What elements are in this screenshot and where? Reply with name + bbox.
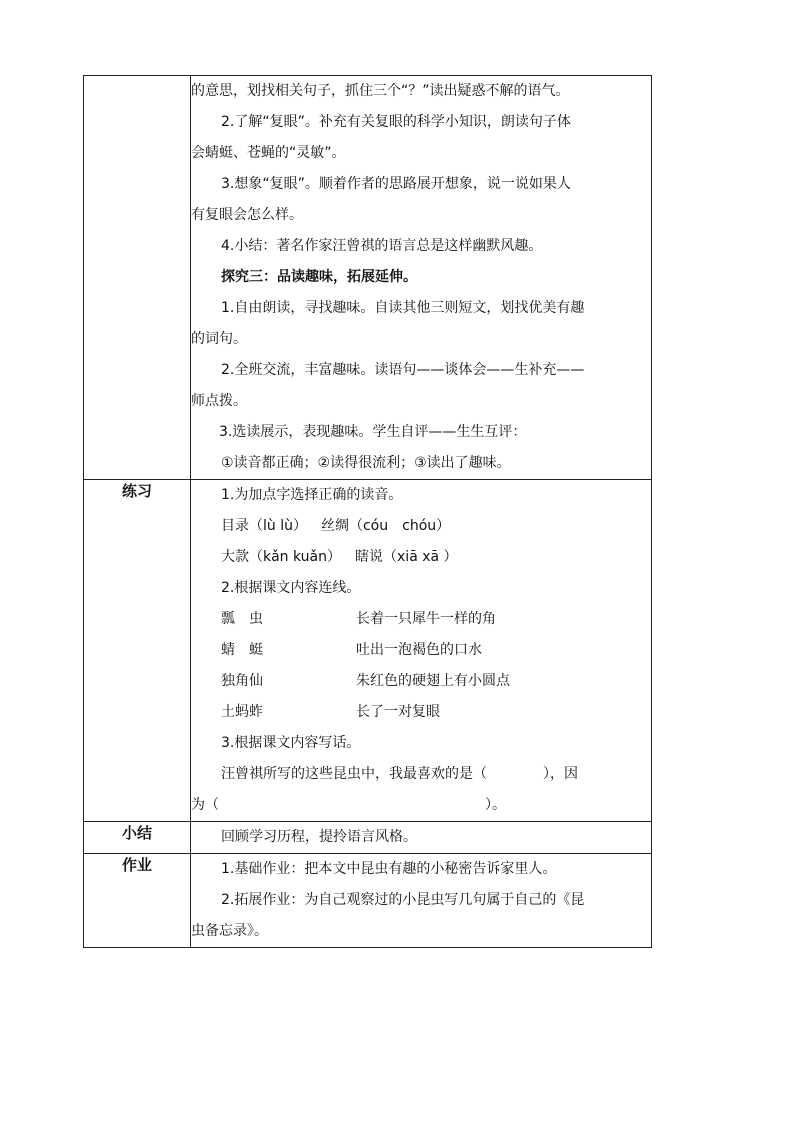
lesson-plan-table [83, 75, 652, 948]
row-label-empty [84, 76, 191, 480]
text-line: 有复眼会怎么样。 [191, 207, 303, 223]
match-right: 朱红色的硬翅上有小圆点 [356, 673, 510, 689]
text-line: 的词句。 [191, 331, 247, 347]
match-left: 土蚂蚱 [221, 704, 263, 720]
table-row [84, 854, 652, 948]
pronunciation-item [191, 542, 651, 573]
section-heading: 探究三：品读趣味，拓展延伸。 [221, 269, 417, 285]
summary-text: 回顾学习历程，提拎语言风格。 [221, 829, 417, 845]
text-line: 1.自由朗读，寻找趣味。自读其他三则短文，划找优美有趣 [221, 300, 585, 316]
text-line: 2.了解“复眼”。补充有关复眼的科学小知识，朗读句子体 [221, 114, 571, 130]
text-line: 4.小结：著名作家汪曾祺的语言总是这样幽默风趣。 [221, 238, 543, 254]
match-right: 吐出一泡褐色的口水 [356, 642, 482, 658]
content-cell [191, 76, 652, 480]
row-label-summary: 小结 [84, 822, 191, 854]
text-line: ①读音都正确；②读得很流利；③读出了趣味。 [221, 455, 511, 471]
fill-in-line: 为（ ）。 [191, 797, 506, 813]
match-left: 独角仙 [221, 673, 263, 689]
text-line: 2.全班交流，丰富趣味。读语句——谈体会——生补充—— [221, 362, 585, 378]
match-pair [191, 697, 651, 728]
question-2: 2.根据课文内容连线。 [221, 580, 361, 596]
homework-line: 虫备忘录》。 [191, 923, 268, 939]
homework-line: 2.拓展作业：为自己观察过的小昆虫写几句属于自己的《昆 [221, 892, 585, 908]
homework-line: 1.基础作业：把本文中昆虫有趣的小秘密告诉家里人。 [221, 861, 557, 877]
text-line: 3.想象“复眼”。顺着作者的思路展开想象，说一说如果人 [221, 176, 571, 192]
text-line: 3.选读展示，表现趣味。学生自评——生生互评： [219, 424, 527, 440]
content-cell [191, 854, 652, 948]
content-cell [191, 822, 652, 854]
content-cell [191, 480, 652, 822]
match-left: 蜻 蜓 [221, 642, 263, 658]
table-row [84, 76, 652, 480]
text-line: 的意思，划找相关句子，抓住三个“？”读出疑惑不解的语气。 [191, 83, 570, 99]
match-pair [191, 666, 651, 697]
question-1: 1.为加点字选择正确的读音。 [221, 487, 403, 503]
table-row [84, 480, 652, 822]
text-line: 师点拨。 [191, 393, 247, 409]
table-row [84, 822, 652, 854]
pronunciation-word: 目录（lù lù） [221, 518, 307, 534]
text-line: 会蜻蜓、苍蝇的“灵敏”。 [191, 145, 346, 161]
pronunciation-word: 丝绸（cóu chóu） [320, 518, 451, 534]
match-left: 瓢 虫 [221, 611, 263, 627]
match-right: 长着一只犀牛一样的角 [356, 611, 496, 627]
match-pair [191, 635, 651, 666]
match-pair [191, 604, 651, 635]
pronunciation-word: 大款（kǎn kuǎn） [221, 549, 342, 565]
row-label-homework: 作业 [84, 854, 191, 948]
pronunciation-word: 瞎说（xiā xā ） [355, 549, 458, 565]
pronunciation-item [191, 511, 651, 542]
question-3: 3.根据课文内容写话。 [221, 735, 361, 751]
fill-in-line: 汪曾祺所写的这些昆虫中，我最喜欢的是（ ），因 [221, 766, 578, 782]
match-right: 长了一对复眼 [356, 704, 440, 720]
row-label-practice: 练习 [84, 480, 191, 822]
